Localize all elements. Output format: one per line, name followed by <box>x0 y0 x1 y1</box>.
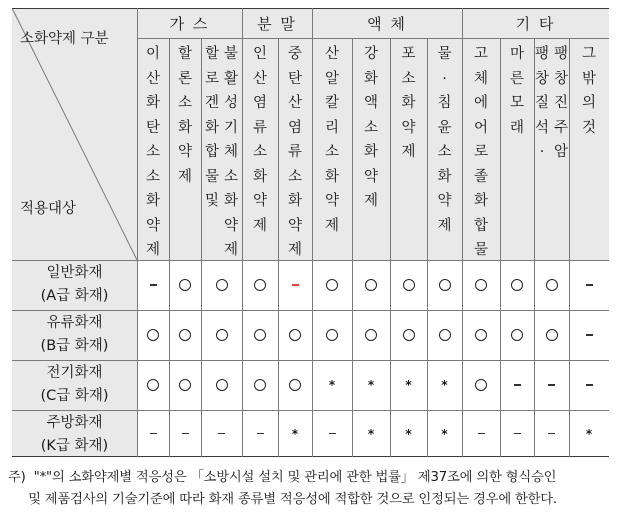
agent-header-char: 소 <box>223 168 238 185</box>
agent-header-char: 화 <box>363 144 378 160</box>
agent-header-char: 약 <box>252 193 267 209</box>
footnote <box>8 467 610 511</box>
row-label-class: (B급 화재) <box>40 338 109 354</box>
column-divider <box>462 8 463 457</box>
mark-cell <box>278 260 312 310</box>
agent-header-char: 소 <box>401 70 416 87</box>
agent-header-char: 제 <box>287 242 302 258</box>
agent-header-char: 제 <box>177 168 192 185</box>
agent-header-char: 화 <box>252 168 267 185</box>
agent-header-char: 합 <box>204 144 219 160</box>
circle-mark <box>475 379 487 391</box>
circle-mark <box>326 279 338 291</box>
agent-header-column <box>363 42 379 214</box>
agent-header-char: 의 <box>581 95 596 111</box>
mark-cell <box>500 360 534 410</box>
circle-mark <box>216 329 228 341</box>
agent-header-char: 체 <box>223 144 238 160</box>
agent-header-char: 화 <box>145 193 160 209</box>
agent-header-char: 침 <box>437 95 452 111</box>
agent-header-char: 제 <box>324 217 339 234</box>
label-column-divider <box>137 8 138 457</box>
agent-header-11 <box>500 42 534 260</box>
agent-header-char: 이 <box>145 46 160 62</box>
circle-mark <box>254 329 266 341</box>
agent-header-char: 밖 <box>581 70 596 87</box>
mark-cell <box>352 260 390 310</box>
agent-header-char: 팽 <box>553 46 568 62</box>
agent-header-char: 염 <box>252 95 267 111</box>
circle-mark <box>475 279 487 291</box>
agent-header-char: 산 <box>145 70 160 87</box>
mark-cell <box>201 360 242 410</box>
circle-mark <box>439 329 451 341</box>
agent-header-char: 약 <box>177 144 192 160</box>
mark-cell <box>390 360 427 410</box>
mark-cell <box>390 260 427 310</box>
agent-header-char: 포 <box>401 46 416 62</box>
agent-header-char: 소 <box>437 144 452 160</box>
row-divider <box>12 410 609 411</box>
agent-header-char: 알 <box>324 70 339 87</box>
agent-header-12 <box>534 42 569 260</box>
mark-cell <box>137 360 169 410</box>
mark-cell <box>534 260 569 310</box>
agent-header-char: 화 <box>204 119 219 136</box>
row-label-name: 주방화재 <box>46 415 103 431</box>
row-label-name: 전기화재 <box>46 365 103 381</box>
circle-mark <box>216 379 228 391</box>
column-divider <box>242 8 243 457</box>
agent-header-column <box>473 42 489 263</box>
circle-mark <box>475 329 487 341</box>
agent-header-column <box>324 42 340 238</box>
dash-mark <box>218 433 225 434</box>
mark-cell <box>312 260 352 310</box>
mark-cell <box>500 410 534 457</box>
dash-mark <box>548 433 555 434</box>
agent-header-char: 질 <box>534 95 549 111</box>
agent-header-char: 졸 <box>473 168 488 185</box>
agent-header-text <box>287 42 303 263</box>
agent-header-char: 류 <box>252 119 267 136</box>
agent-header-char: · <box>539 144 545 160</box>
agent-header-char: 소 <box>145 144 160 160</box>
group-divider <box>137 38 609 39</box>
asterisk-mark: * <box>291 426 299 441</box>
circle-mark <box>511 329 523 341</box>
agent-header-char: 창 <box>534 70 549 87</box>
mark-cell <box>137 410 169 457</box>
mark-cell <box>352 410 390 457</box>
dash-mark <box>150 433 157 434</box>
column-divider <box>201 38 202 457</box>
agent-header-1 <box>137 42 169 260</box>
table-bottom-border <box>12 456 609 457</box>
mark-cell <box>201 410 242 457</box>
mark-cell <box>427 310 462 360</box>
agent-header-column <box>437 42 453 238</box>
agent-header-column <box>581 42 597 140</box>
agent-header-char: 화 <box>363 70 378 87</box>
dash-mark <box>292 284 299 285</box>
agent-header-char: 할 <box>204 46 219 62</box>
agent-header-text <box>252 42 268 238</box>
agent-header-3 <box>201 42 242 260</box>
agent-header-char: 리 <box>324 119 339 136</box>
circle-mark <box>439 279 451 291</box>
row-label-name: 유류화재 <box>46 315 103 331</box>
dash-mark <box>182 433 189 434</box>
dash-mark <box>329 433 336 434</box>
circle-mark <box>179 379 191 391</box>
agent-header-char: 약 <box>223 217 238 234</box>
mark-cell <box>352 360 390 410</box>
mark-cell <box>462 360 500 410</box>
circle-mark <box>289 329 301 341</box>
agent-header-char: 에 <box>473 95 488 111</box>
agent-header-char: 물 <box>473 242 488 258</box>
mark-cell <box>534 410 569 457</box>
circle-mark <box>289 379 301 391</box>
mark-cell <box>569 310 609 360</box>
agent-header-char: 윤 <box>437 119 452 136</box>
mark-cell <box>534 360 569 410</box>
footnote-line-1: 주) "*"의 소화약제별 적응성은 「소방시설 설치 및 관리에 관한 법률」 제37조에 의한 형식승인 <box>8 470 557 485</box>
mark-cell <box>312 410 352 457</box>
circle-mark <box>365 279 377 291</box>
mark-cell <box>534 310 569 360</box>
agent-header-char: 석 <box>534 119 549 136</box>
column-divider <box>352 38 353 457</box>
agent-header-char: 로 <box>204 70 219 87</box>
agent-header-column <box>223 42 239 263</box>
agent-header-char: 마 <box>509 46 524 62</box>
mark-cell <box>201 310 242 360</box>
agent-header-char: 그 <box>581 46 596 62</box>
mark-cell <box>462 410 500 457</box>
mark-cell <box>352 310 390 360</box>
agent-header-char: 래 <box>509 119 524 136</box>
dash-mark <box>257 433 264 434</box>
column-divider <box>278 38 279 457</box>
agent-header-char: 화 <box>324 168 339 185</box>
asterisk-mark: * <box>405 426 412 441</box>
agent-header-char: 약 <box>324 193 339 209</box>
agent-header-char: 탄 <box>287 70 302 87</box>
mark-cell <box>137 310 169 360</box>
agent-header-char: 고 <box>473 46 488 62</box>
agent-header-char: 인 <box>252 46 267 62</box>
mark-cell <box>312 360 352 410</box>
mark-cell <box>312 310 352 360</box>
row-label-name: 일반화재 <box>46 265 103 281</box>
agent-header-2 <box>169 42 201 260</box>
mark-cell <box>242 260 278 310</box>
agent-header-char: 어 <box>473 119 488 136</box>
agent-header-char: 른 <box>509 70 524 87</box>
agent-header-text <box>437 42 453 238</box>
agent-header-text <box>401 42 417 165</box>
agent-header-char: 제 <box>145 242 160 258</box>
asterisk-mark: * <box>367 378 375 392</box>
agent-header-char: 제 <box>363 193 378 209</box>
footnote-line-2: 및 제품검사의 기술기준에 따라 화재 종류별 적응성에 적합한 것으로 인정되는 경우에 한한다. <box>8 492 557 507</box>
agent-header-char: 약 <box>145 217 160 234</box>
asterisk-mark: * <box>367 426 375 441</box>
mark-cell <box>500 260 534 310</box>
dash-mark <box>478 433 485 434</box>
agent-header-char: 창 <box>553 70 568 87</box>
circle-mark <box>546 329 558 341</box>
row-label-3 <box>12 362 137 408</box>
agent-header-char: 산 <box>287 95 302 111</box>
agent-header-char: 것 <box>581 119 596 136</box>
mark-cell <box>462 260 500 310</box>
dash-mark <box>150 284 157 285</box>
group-header-4: 기 타 <box>515 14 556 33</box>
agent-header-char: 활 <box>223 70 238 87</box>
agent-header-4 <box>242 42 278 260</box>
group-header-2: 분 말 <box>257 14 297 33</box>
column-divider <box>534 38 535 457</box>
corner-label-category: 소화약제 구분 <box>20 30 109 47</box>
agent-header-char: 탄 <box>145 119 160 136</box>
agent-header-char: 제 <box>437 217 452 234</box>
agent-header-char: 산 <box>252 70 267 87</box>
dash-mark <box>514 384 521 385</box>
column-divider <box>500 38 501 457</box>
agent-header-char: 소 <box>324 144 339 160</box>
dash-mark <box>514 433 521 434</box>
agent-header-13 <box>569 42 609 260</box>
agent-header-char: 약 <box>437 193 452 209</box>
agent-header-column <box>204 42 220 263</box>
column-divider <box>427 38 428 457</box>
agent-header-char: 칼 <box>324 95 339 111</box>
mark-cell <box>500 310 534 360</box>
agent-header-char: 약 <box>287 217 302 234</box>
mark-cell <box>427 260 462 310</box>
agent-header-char: 소 <box>252 144 267 160</box>
column-divider <box>312 8 313 457</box>
circle-mark <box>403 279 415 291</box>
agent-header-column <box>177 42 193 189</box>
agent-header-char: 산 <box>324 46 339 62</box>
agent-header-char: 기 <box>223 119 238 136</box>
agent-header-char: 화 <box>145 95 160 111</box>
group-header-1: 가 스 <box>169 14 210 33</box>
mark-cell <box>569 360 609 410</box>
mark-cell <box>462 310 500 360</box>
mark-cell <box>569 410 609 457</box>
agent-header-char: 화 <box>287 193 302 209</box>
dash-mark <box>586 384 593 385</box>
agent-header-char: 소 <box>287 168 302 185</box>
mark-cell <box>278 310 312 360</box>
mark-cell <box>278 360 312 410</box>
circle-mark <box>147 329 159 341</box>
group-header-3: 액 체 <box>367 14 407 33</box>
agent-header-char: 제 <box>223 242 238 258</box>
agent-header-char: 성 <box>223 95 238 111</box>
agent-header-9 <box>427 42 462 260</box>
circle-mark <box>326 329 338 341</box>
agent-header-char: 화 <box>473 193 488 209</box>
agent-header-6 <box>312 42 352 260</box>
row-label-class: (K급 화재) <box>40 438 109 454</box>
agent-header-char: 물 <box>437 46 452 62</box>
agent-header-char: 중 <box>287 46 302 62</box>
dash-mark <box>548 384 555 385</box>
agent-header-char: 제 <box>401 144 416 160</box>
asterisk-mark: * <box>441 426 448 441</box>
row-label-class: (C급 화재) <box>40 388 109 404</box>
agent-header-char: 제 <box>252 217 267 234</box>
row-label-4 <box>12 412 137 458</box>
agent-header-text <box>363 42 379 214</box>
row-label-2 <box>12 312 137 358</box>
dash-mark <box>586 284 593 285</box>
extinguisher-applicability-table <box>12 8 609 457</box>
agent-header-text <box>581 42 597 140</box>
column-divider <box>569 38 570 457</box>
agent-header-char: 류 <box>287 144 302 160</box>
agent-header-char: 액 <box>363 95 378 111</box>
agent-header-char: 로 <box>473 144 488 160</box>
agent-header-char: 할 <box>177 46 192 62</box>
agent-header-text <box>509 42 525 140</box>
circle-mark <box>179 279 191 291</box>
agent-header-char: 약 <box>363 168 378 185</box>
agent-header-text <box>177 42 193 189</box>
agent-header-5 <box>278 42 312 260</box>
mark-cell <box>169 410 201 457</box>
mark-cell <box>169 360 201 410</box>
asterisk-mark: * <box>585 426 593 441</box>
agent-header-char: 및 <box>204 193 219 209</box>
agent-header-column <box>534 42 550 165</box>
agent-header-column <box>252 42 268 238</box>
row-divider <box>12 360 609 361</box>
circle-mark <box>403 329 415 341</box>
agent-header-column <box>401 42 417 165</box>
agent-header-column <box>509 42 525 140</box>
dash-mark <box>586 334 593 335</box>
agent-header-char: 약 <box>401 119 416 136</box>
mark-cell <box>242 410 278 457</box>
agent-header-column <box>145 42 161 263</box>
agent-header-char: 체 <box>473 70 488 87</box>
mark-cell <box>278 410 312 457</box>
mark-cell <box>201 260 242 310</box>
agent-header-char: 불 <box>223 46 238 62</box>
agent-header-char: 화 <box>177 119 192 136</box>
mark-cell <box>390 310 427 360</box>
agent-header-char: 화 <box>401 95 416 111</box>
column-divider <box>390 38 391 457</box>
agent-header-text <box>324 42 340 238</box>
agent-header-char: 강 <box>363 46 378 62</box>
agent-header-char: 론 <box>177 70 192 87</box>
agent-header-column <box>287 42 303 263</box>
agent-header-char: 팽 <box>534 46 549 62</box>
agent-header-text <box>473 42 489 263</box>
agent-header-char: 물 <box>204 168 219 185</box>
agent-header-char: 합 <box>473 217 488 234</box>
agent-header-char: 소 <box>363 119 378 136</box>
asterisk-mark: * <box>441 378 448 392</box>
circle-mark <box>365 329 377 341</box>
row-label-class: (A급 화재) <box>40 288 109 304</box>
agent-header-text <box>534 42 569 165</box>
agent-header-10 <box>462 42 500 260</box>
agent-header-char: 겐 <box>204 95 219 111</box>
asterisk-mark: * <box>328 378 336 392</box>
agent-header-char: 암 <box>553 144 568 160</box>
table-top-border <box>12 8 609 9</box>
circle-mark <box>216 279 228 291</box>
agent-header-char: 소 <box>177 95 192 111</box>
mark-cell <box>427 360 462 410</box>
mark-cell <box>390 410 427 457</box>
corner-label-target: 적용대상 <box>20 200 77 217</box>
circle-mark <box>147 379 159 391</box>
agent-header-char: 주 <box>553 119 568 136</box>
mark-cell <box>169 310 201 360</box>
mark-cell <box>242 360 278 410</box>
asterisk-mark: * <box>405 378 412 392</box>
agent-header-7 <box>352 42 390 260</box>
agent-header-text <box>145 42 161 263</box>
agent-header-char: 염 <box>287 119 302 136</box>
mark-cell <box>242 310 278 360</box>
circle-mark <box>254 379 266 391</box>
agent-header-char: 모 <box>509 95 524 111</box>
mark-cell <box>427 410 462 457</box>
agent-header-8 <box>390 42 427 260</box>
mark-cell <box>569 260 609 310</box>
mark-cell <box>137 260 169 310</box>
header-bottom-border <box>12 260 609 261</box>
row-divider <box>12 310 609 311</box>
row-label-1 <box>12 262 137 308</box>
agent-header-text <box>204 42 239 263</box>
agent-header-column <box>553 42 569 165</box>
agent-header-char: 소 <box>145 168 160 185</box>
circle-mark <box>179 329 191 341</box>
circle-mark <box>511 279 523 291</box>
agent-header-char: 화 <box>437 168 452 185</box>
agent-header-char: · <box>442 70 447 87</box>
circle-mark <box>546 279 558 291</box>
agent-header-char: 진 <box>553 95 568 111</box>
agent-header-char: 화 <box>223 193 238 209</box>
circle-mark <box>254 279 266 291</box>
column-divider <box>169 38 170 457</box>
mark-cell <box>169 260 201 310</box>
